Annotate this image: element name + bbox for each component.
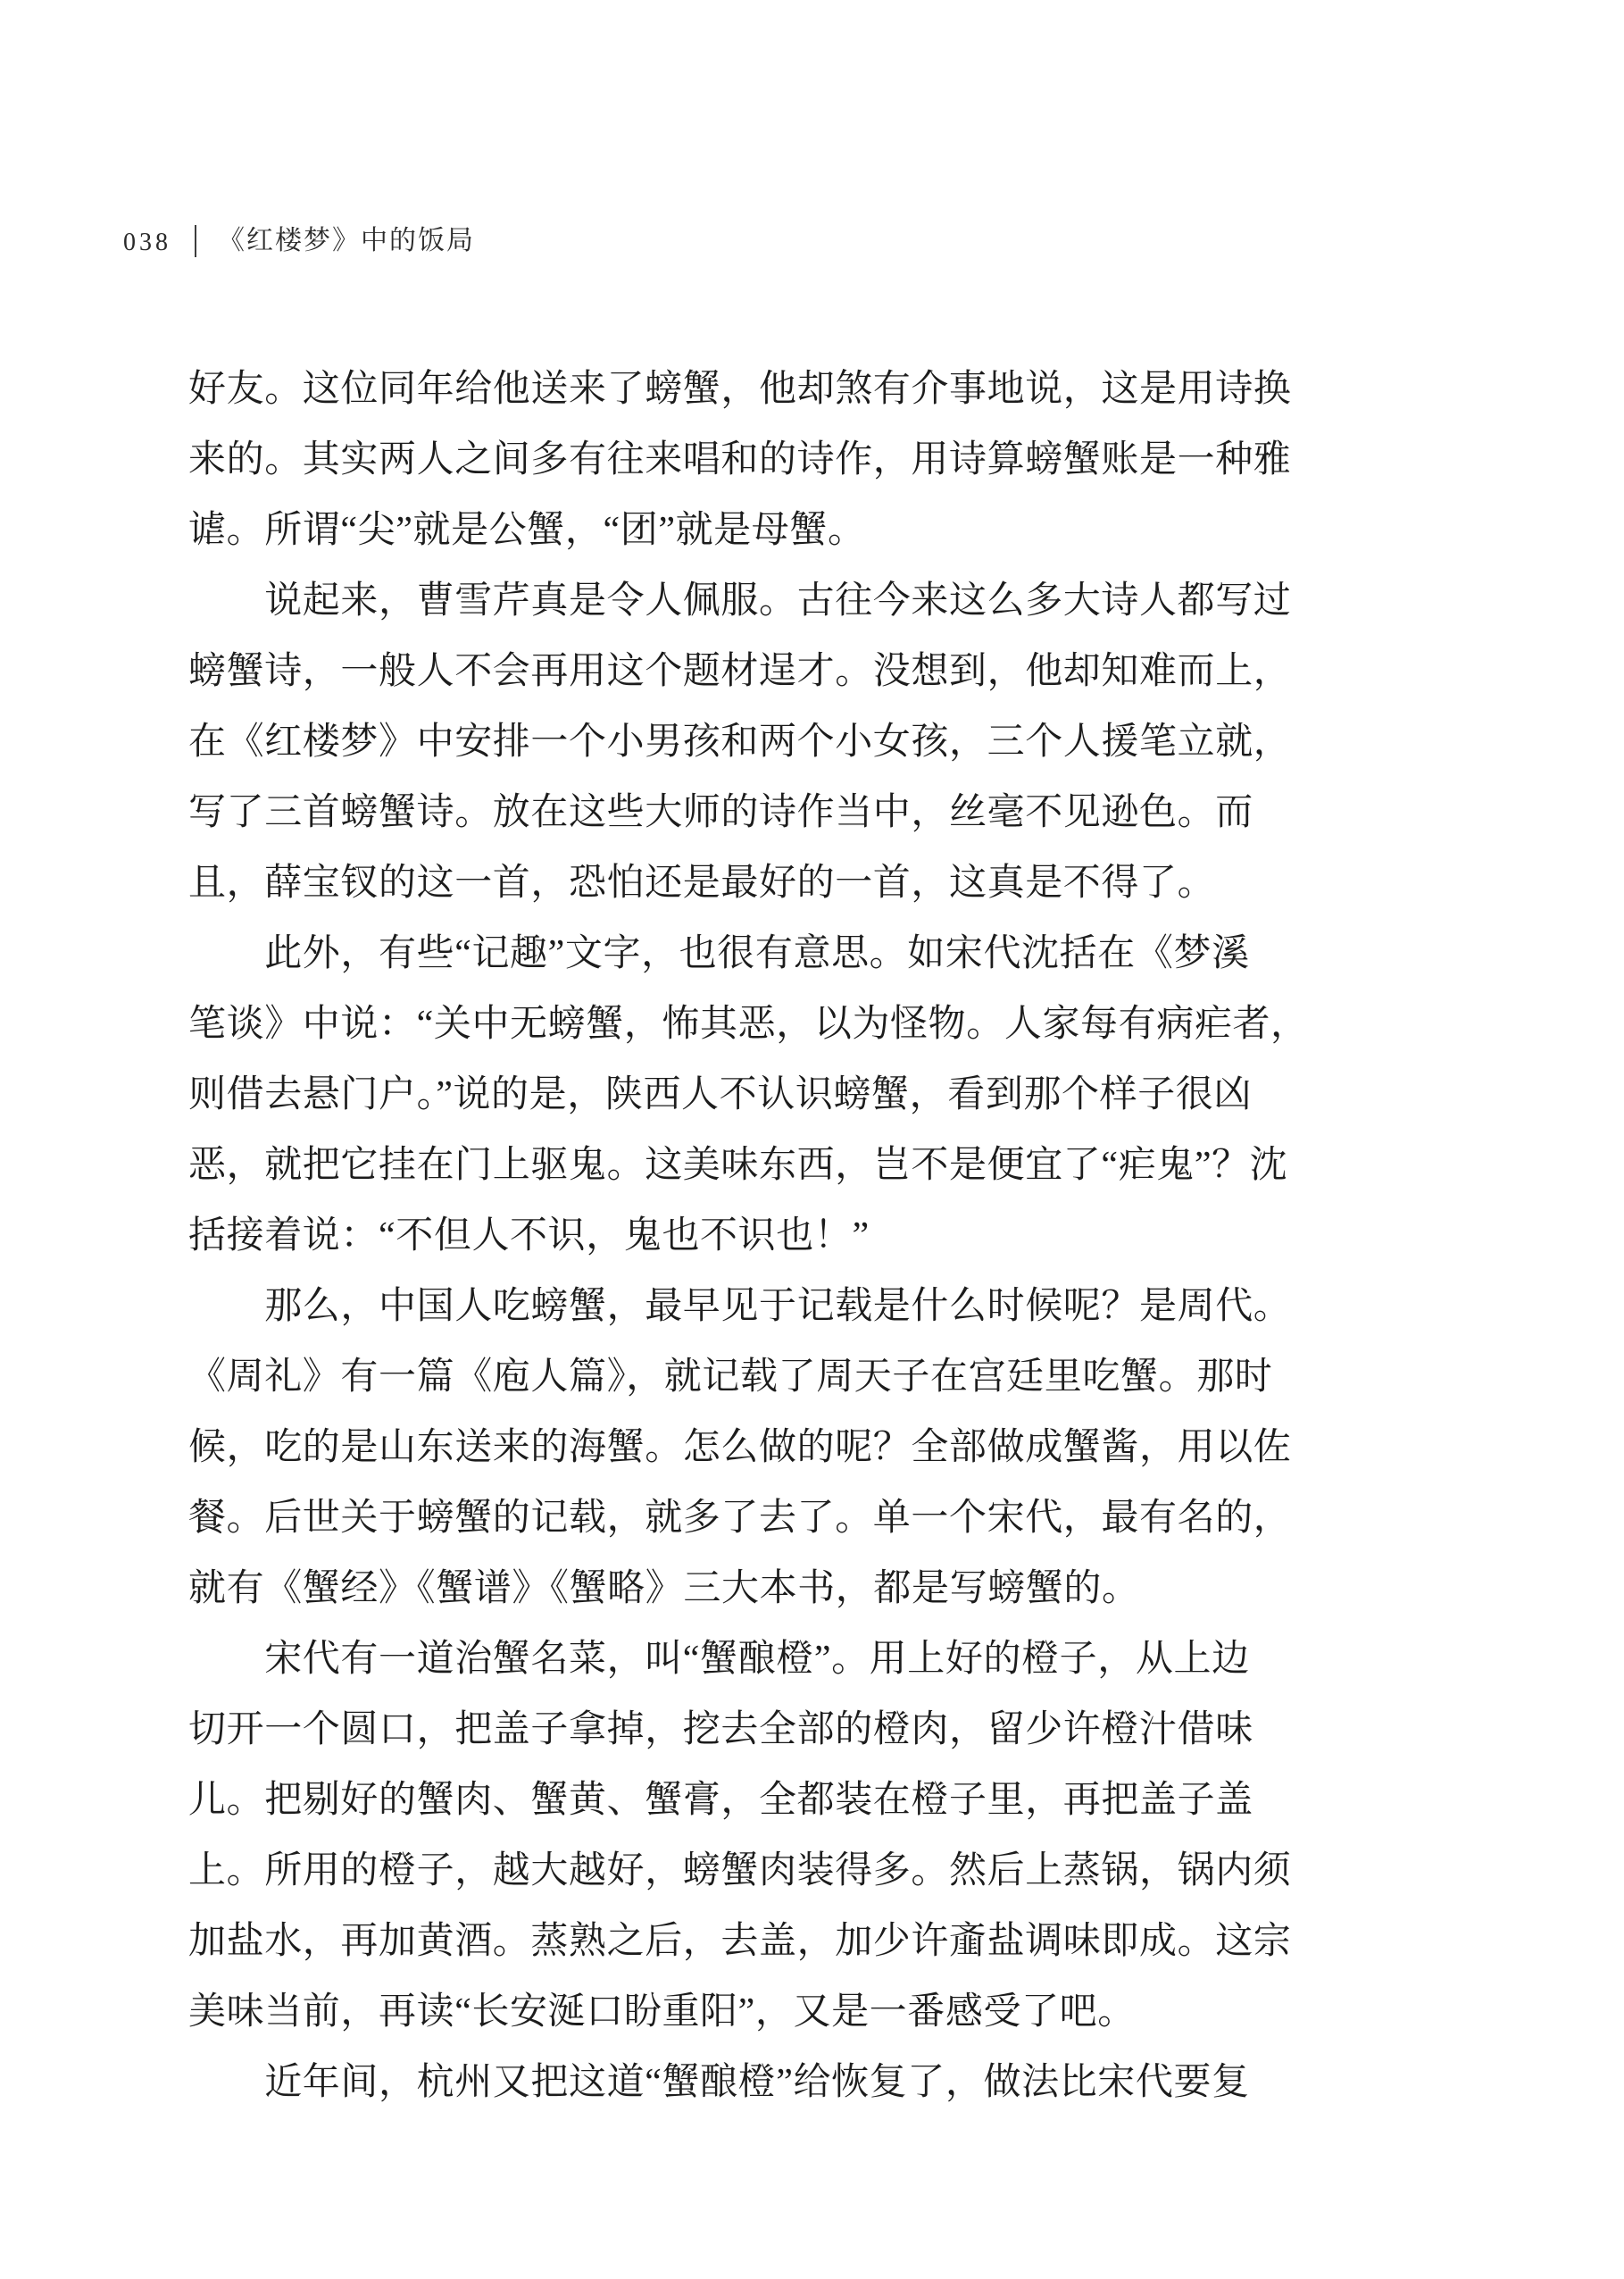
text-line: 上。所用的橙子，越大越好，螃蟹肉装得多。然后上蒸锅，锅内须 [188, 1850, 1292, 1891]
text-line: 此外，有些“记趣”文字，也很有意思。如宋代沈括在《梦溪 [188, 933, 1250, 974]
text-line: 谑。所谓“尖”就是公蟹，“团”就是母蟹。 [188, 510, 866, 551]
text-line: 儿。把剔好的蟹肉、蟹黄、蟹膏，全都装在橙子里，再把盖子盖 [188, 1780, 1253, 1821]
text-line: 说起来，曹雪芹真是令人佩服。古往今来这么多大诗人都写过 [188, 580, 1292, 622]
text-line: 括接着说：“不但人不识，鬼也不识也！” [188, 1215, 870, 1256]
running-head [123, 223, 475, 259]
text-line: 且，薛宝钗的这一首，恐怕还是最好的一首，这真是不得了。 [188, 863, 1216, 904]
text-line: 近年间，杭州又把这道“蟹酿橙”给恢复了，做法比宋代要复 [188, 2062, 1250, 2103]
text-line: 宋代有一道治蟹名菜，叫“蟹酿橙”。用上好的橙子，从上边 [188, 1639, 1250, 1680]
text-line: 加盐水，再加黄酒。蒸熟之后，去盖，加少许齑盐调味即成。这宗 [188, 1921, 1292, 1962]
text-line: 《周礼》有一篇《庖人篇》，就记载了周天子在宫廷里吃蟹。那时 [188, 1357, 1273, 1398]
text-line: 螃蟹诗，一般人不会再用这个题材逞才。没想到，他却知难而上， [188, 651, 1292, 692]
text-line: 写了三首螃蟹诗。放在这些大师的诗作当中，丝毫不见逊色。而 [188, 792, 1253, 833]
header-divider [195, 225, 196, 257]
text-line: 笔谈》中说：“关中无螃蟹，怖其恶，以为怪物。人家每有病疟者， [188, 1004, 1309, 1045]
text-line: 在《红楼梦》中安排一个小男孩和两个小女孩，三个人援笔立就， [188, 722, 1292, 763]
text-line: 好友。这位同年给他送来了螃蟹，他却煞有介事地说，这是用诗换 [188, 369, 1292, 410]
text-line: 就有《蟹经》《蟹谱》《蟹略》三大本书，都是写螃蟹的。 [188, 1568, 1140, 1609]
text-line: 候，吃的是山东送来的海蟹。怎么做的呢？全部做成蟹酱，用以佐 [188, 1427, 1292, 1468]
text-line: 则借去悬门户。”说的是，陕西人不认识螃蟹，看到那个样子很凶 [188, 1074, 1253, 1115]
page-number: 038 [123, 229, 171, 256]
text-line: 餐。后世关于螃蟹的记载，就多了去了。单一个宋代，最有名的， [188, 1498, 1292, 1539]
text-line: 切开一个圆口，把盖子拿掉，挖去全部的橙肉，留少许橙汁借味 [188, 1709, 1253, 1750]
text-line: 来的。其实两人之间多有往来唱和的诗作，用诗算螃蟹账是一种雅 [188, 439, 1292, 480]
text-line: 恶，就把它挂在门上驱鬼。这美味东西，岂不是便宜了“疟鬼”？沈 [188, 1145, 1288, 1186]
body-text [188, 355, 1313, 2118]
text-line: 美味当前，再读“长安涎口盼重阳”，又是一番感受了吧。 [188, 1991, 1136, 2033]
book-title: 《红楼梦》中的饭局 [218, 226, 475, 255]
text-line: 那么，中国人吃螃蟹，最早见于记载是什么时候呢？是周代。 [188, 1286, 1292, 1327]
